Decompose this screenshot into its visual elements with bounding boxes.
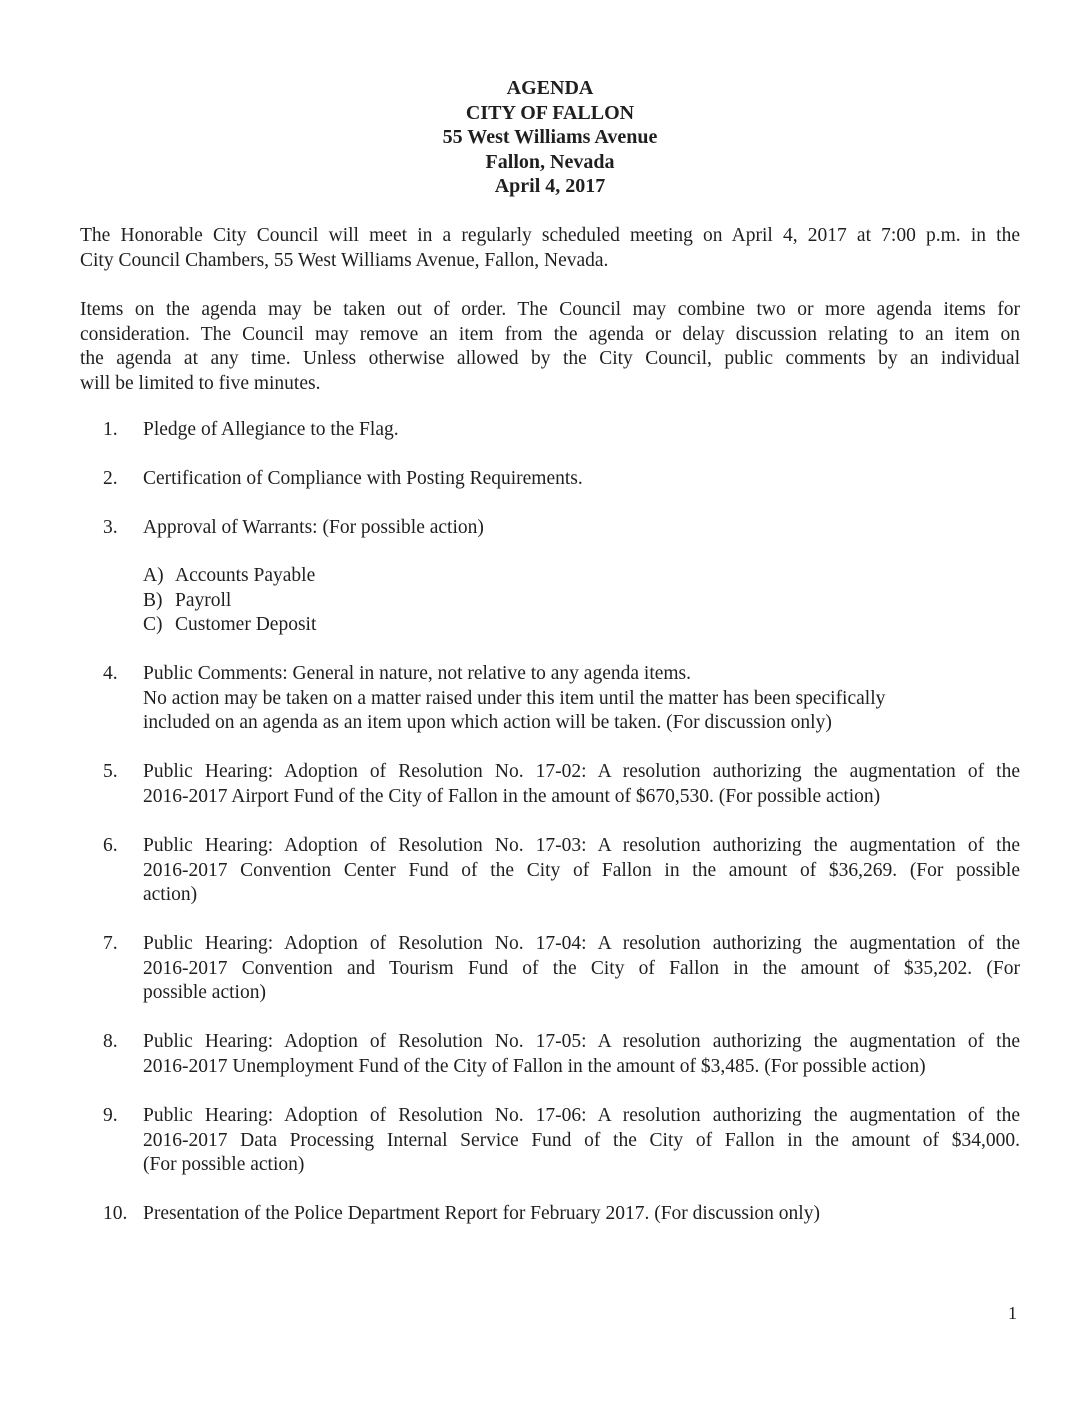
item-line: 2016-2017 Unemployment Fund of the City of Fallon in the amount of $3,485. (For possible action)	[143, 1055, 926, 1077]
header-city: CITY OF FALLON	[465, 101, 635, 124]
subitem-label: Payroll	[175, 589, 232, 611]
agenda-notice-paragraph	[80, 298, 1020, 396]
item-number: 10.	[103, 1203, 128, 1224]
item-line: 2016-2017 Data Processing Internal Service Fund of the City of Fallon in the amount of $34,000.	[143, 1129, 1020, 1151]
item-line: possible action)	[143, 982, 266, 1003]
meeting-intro-paragraph	[80, 224, 1020, 273]
item-line: Public Hearing: Adoption of Resolution No. 17-05: A resolution authorizing the augmentation of the	[143, 1031, 1020, 1052]
item-line: Pledge of Allegiance to the Flag.	[143, 419, 399, 440]
header-title: AGENDA	[506, 77, 594, 99]
item-number: 5.	[103, 761, 118, 782]
item-number: 7.	[103, 933, 118, 954]
item-text	[143, 467, 1020, 492]
intro-line: The Honorable City Council will meet in a regularly scheduled meeting on April 4, 2017 at 7:00 p.m. in the	[80, 225, 1020, 246]
item-number: 9.	[103, 1105, 118, 1126]
item-line: 2016-2017 Convention Center Fund of the City of Fallon in the amount of $36,269. (For possible	[143, 859, 1020, 881]
subitem-letter: A)	[143, 565, 164, 586]
intro-line: City Council Chambers, 55 West Williams Avenue, Fallon, Nevada.	[80, 249, 609, 271]
item-line: Public Hearing: Adoption of Resolution No. 17-04: A resolution authorizing the augmentation of the	[143, 933, 1020, 954]
item-line: action)	[143, 884, 198, 905]
item-line: Approval of Warrants: (For possible action)	[143, 517, 484, 538]
header-date: April 4, 2017	[494, 175, 606, 197]
item-text	[143, 834, 1020, 908]
item-text	[143, 760, 1020, 809]
item-text	[143, 662, 1020, 736]
item-line: No action may be taken on a matter raised under this item until the matter has been specifically	[143, 687, 886, 709]
item-line: Public Hearing: Adoption of Resolution No. 17-02: A resolution authorizing the augmentation of the	[143, 761, 1020, 782]
item-number: 8.	[103, 1031, 118, 1052]
agenda-header	[0, 76, 1088, 199]
item-line: included on an agenda as an item upon which action will be taken. (For discussion only)	[143, 712, 832, 733]
item-line: Public Hearing: Adoption of Resolution No. 17-06: A resolution authorizing the augmentation of the	[143, 1105, 1020, 1126]
item-line: Certification of Compliance with Posting Requirements.	[143, 468, 583, 489]
item-number: 4.	[103, 663, 118, 684]
header-location: Fallon, Nevada	[485, 150, 615, 173]
item-line: Presentation of the Police Department Report for February 2017. (For discussion only)	[143, 1203, 820, 1224]
item-number: 6.	[103, 835, 118, 856]
item-text	[143, 516, 1020, 541]
item-text	[143, 932, 1020, 1006]
notice-line: the agenda at any time. Unless otherwise allowed by the City Council, public comments by an individual	[80, 348, 1020, 369]
item-line: Public Comments: General in nature, not relative to any agenda items.	[143, 663, 692, 684]
item-line: Public Hearing: Adoption of Resolution No. 17-03: A resolution authorizing the augmentation of the	[143, 835, 1020, 856]
subitem-letter: B)	[143, 589, 163, 611]
warrant-subitem	[143, 589, 316, 614]
warrant-subitem	[143, 564, 316, 589]
item-text	[143, 1104, 1020, 1178]
item-text	[143, 1202, 1020, 1227]
item-number: 1.	[103, 419, 118, 440]
notice-line: consideration. The Council may remove an item from the agenda or delay discussion relating to an item on	[80, 323, 1020, 345]
subitem-label: Accounts Payable	[175, 565, 316, 586]
subitem-label: Customer Deposit	[175, 614, 317, 635]
item-line: (For possible action)	[143, 1154, 305, 1175]
notice-line: will be limited to five minutes.	[80, 372, 321, 394]
notice-line: Items on the agenda may be taken out of order. The Council may combine two or more agenda items for	[80, 299, 1020, 320]
header-address: 55 West Williams Avenue	[442, 126, 658, 148]
warrant-subitems	[143, 564, 316, 638]
page-number: 1	[1008, 1303, 1017, 1323]
item-line: 2016-2017 Airport Fund of the City of Fallon in the amount of $670,530. (For possible action)	[143, 785, 881, 807]
item-number: 2.	[103, 468, 118, 489]
item-text	[143, 1030, 1020, 1079]
subitem-letter: C)	[143, 614, 163, 635]
item-text	[143, 418, 1020, 443]
item-number: 3.	[103, 517, 118, 538]
warrant-subitem	[143, 613, 316, 638]
item-line: 2016-2017 Convention and Tourism Fund of the City of Fallon in the amount of $35,202. (For	[143, 957, 1020, 979]
